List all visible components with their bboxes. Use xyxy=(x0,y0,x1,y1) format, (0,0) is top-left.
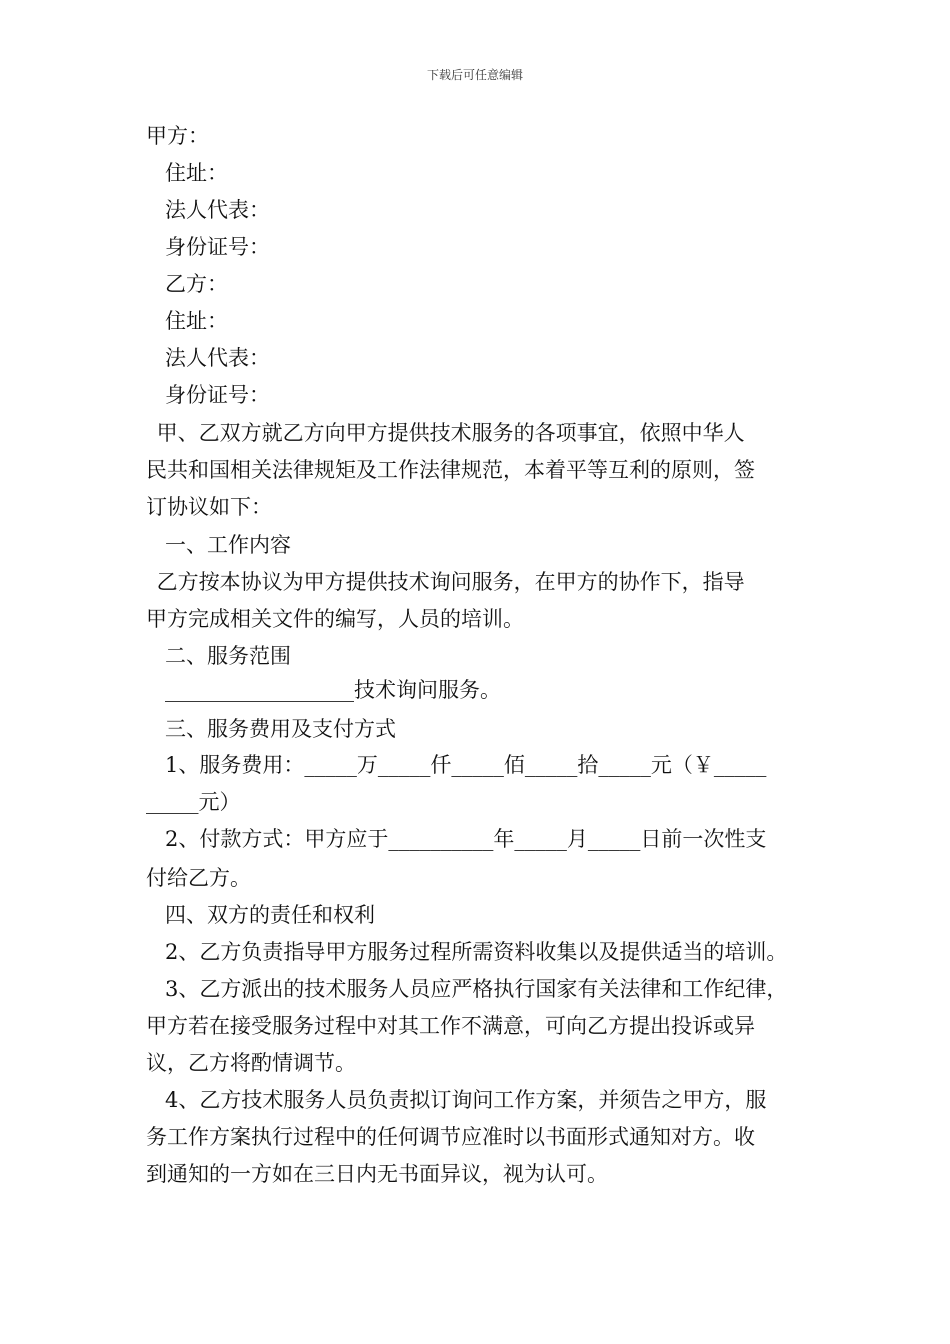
payment-method-line-2: 付给乙方。 xyxy=(146,866,251,890)
party-b-label: 乙方： xyxy=(165,272,228,296)
preamble-line-3: 订协议如下： xyxy=(146,495,272,519)
section-4-heading: 四、双方的责任和权利 xyxy=(165,903,375,927)
clause-3-line-3: 议，乙方将酌情调节。 xyxy=(146,1051,356,1075)
section-2-scope-line: __________________技术询问服务。 xyxy=(165,678,501,702)
party-a-label: 甲方： xyxy=(146,124,209,148)
service-fee-line-2: _____元） xyxy=(146,790,241,814)
clause-4-line-3: 到通知的一方如在三日内无书面异议，视为认可。 xyxy=(146,1162,608,1186)
clause-4-line-1: 4、乙方技术服务人员负责拟订询问工作方案，并须告之甲方，服 xyxy=(165,1088,767,1112)
party-b-legal-rep: 法人代表： xyxy=(165,346,270,370)
section-3-heading: 三、服务费用及支付方式 xyxy=(165,717,396,741)
preamble-line-2: 民共和国相关法律规矩及工作法律规范，本着平等互利的原则，签 xyxy=(146,458,755,482)
section-1-heading: 一、工作内容 xyxy=(165,533,291,557)
clause-3-line-1: 3、乙方派出的技术服务人员应严格执行国家有关法律和工作纪律， xyxy=(165,977,788,1001)
payment-method-line-1: 2、付款方式：甲方应于__________年_____月_____日前一次性支 xyxy=(165,827,767,851)
section-2-heading: 二、服务范围 xyxy=(165,644,291,668)
party-b-address: 住址： xyxy=(165,309,228,333)
preamble-line-1: 甲、乙双方就乙方向甲方提供技术服务的各项事宜，依照中华人 xyxy=(150,421,745,445)
party-a-legal-rep: 法人代表： xyxy=(165,198,270,222)
party-a-address: 住址： xyxy=(165,161,228,185)
section-1-line-2: 甲方完成相关文件的编写，人员的培训。 xyxy=(146,607,524,631)
clause-2-line: 2、乙方负责指导甲方服务过程所需资料收集以及提供适当的培训。 xyxy=(165,940,788,964)
section-1-line-1: 乙方按本协议为甲方提供技术询问服务，在甲方的协作下，指导 xyxy=(150,570,745,594)
party-a-id-number: 身份证号： xyxy=(165,235,270,259)
clause-4-line-2: 务工作方案执行过程中的任何调节应准时以书面形式通知对方。收 xyxy=(146,1125,755,1149)
party-b-id-number: 身份证号： xyxy=(165,383,270,407)
service-fee-line-1: 1、服务费用：_____万_____仟_____佰_____拾_____元（￥_____ xyxy=(165,753,767,777)
clause-3-line-2: 甲方若在接受服务过程中对其工作不满意，可向乙方提出投诉或异 xyxy=(146,1014,755,1038)
page-header-note: 下载后可任意编辑 xyxy=(426,68,523,82)
